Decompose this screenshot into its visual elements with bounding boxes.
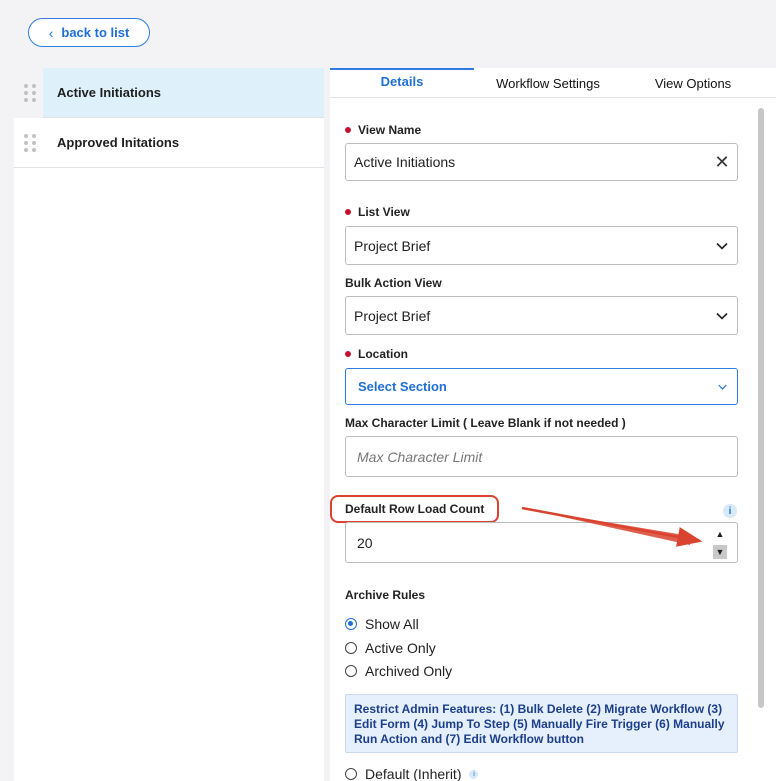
drag-handle-icon[interactable] [24, 84, 36, 102]
view-item-active-initiations[interactable] [14, 68, 324, 118]
chevron-down-icon [707, 384, 737, 390]
chevron-down-icon [707, 242, 737, 250]
view-list [14, 68, 324, 781]
location-label: Location [345, 347, 408, 361]
radio-active-only[interactable]: Active Only [345, 640, 436, 656]
list-view-label: List View [345, 205, 410, 219]
required-dot-icon [345, 209, 351, 215]
view-item-label: Approved Initations [57, 135, 180, 150]
chevron-left-icon: ‹ [48, 24, 54, 41]
details-panel [330, 68, 776, 781]
tab-details[interactable]: Details [330, 68, 474, 97]
back-to-list-button[interactable] [28, 18, 150, 47]
max-char-input[interactable]: Max Character Limit [345, 436, 738, 477]
radio-icon[interactable] [345, 665, 357, 677]
number-stepper[interactable] [713, 523, 727, 563]
bulk-action-view-select[interactable]: Project Brief [345, 296, 738, 335]
info-icon[interactable]: i [723, 504, 737, 518]
restrict-admin-notice: Restrict Admin Features: (1) Bulk Delete (2) Migrate Workflow (3) Edit Form (4) Jump To Step (5) Manually Fire Trigger (6) Manually Run Action and (7) Edit Workflow button [345, 694, 738, 753]
tab-view-options[interactable]: View Options [654, 76, 732, 91]
view-name-input[interactable]: Active Initiations ✕ [345, 143, 738, 181]
max-char-label: Max Character Limit ( Leave Blank if not needed ) [345, 416, 626, 430]
location-select[interactable]: Select Section [345, 368, 738, 405]
radio-icon[interactable] [345, 642, 357, 654]
drag-handle-icon[interactable] [24, 134, 36, 152]
view-name-label: View Name [345, 123, 421, 137]
scrollbar[interactable] [758, 108, 764, 708]
tab-workflow-settings[interactable]: Workflow Settings [496, 76, 600, 91]
chevron-down-icon [707, 312, 737, 320]
archive-rules-label: Archive Rules [345, 588, 426, 602]
view-item-approved-initations[interactable] [14, 118, 324, 168]
radio-icon[interactable] [345, 768, 357, 780]
increment-arrow-icon[interactable]: ▲ [715, 529, 725, 539]
radio-default-inherit[interactable]: Default (Inherit) i [345, 766, 478, 781]
required-dot-icon [345, 127, 351, 133]
radio-selected-icon[interactable] [345, 618, 357, 630]
decrement-arrow-icon[interactable]: ▼ [713, 545, 727, 559]
list-view-select[interactable]: Project Brief [345, 226, 738, 265]
view-item-label: Active Initiations [57, 85, 162, 100]
tab-bar [330, 68, 776, 98]
row-load-number-input[interactable]: 20 ▲ ▼ [345, 522, 738, 563]
clear-icon[interactable]: ✕ [714, 151, 730, 172]
back-to-list-label: back to list [61, 25, 130, 40]
bulk-action-view-label: Bulk Action View [345, 276, 442, 290]
info-icon[interactable]: i [469, 770, 478, 779]
radio-archived-only[interactable]: Archived Only [345, 663, 452, 679]
radio-show-all[interactable]: Show All [345, 616, 419, 632]
required-dot-icon [345, 351, 351, 357]
row-load-label: Default Row Load Count [345, 502, 485, 516]
